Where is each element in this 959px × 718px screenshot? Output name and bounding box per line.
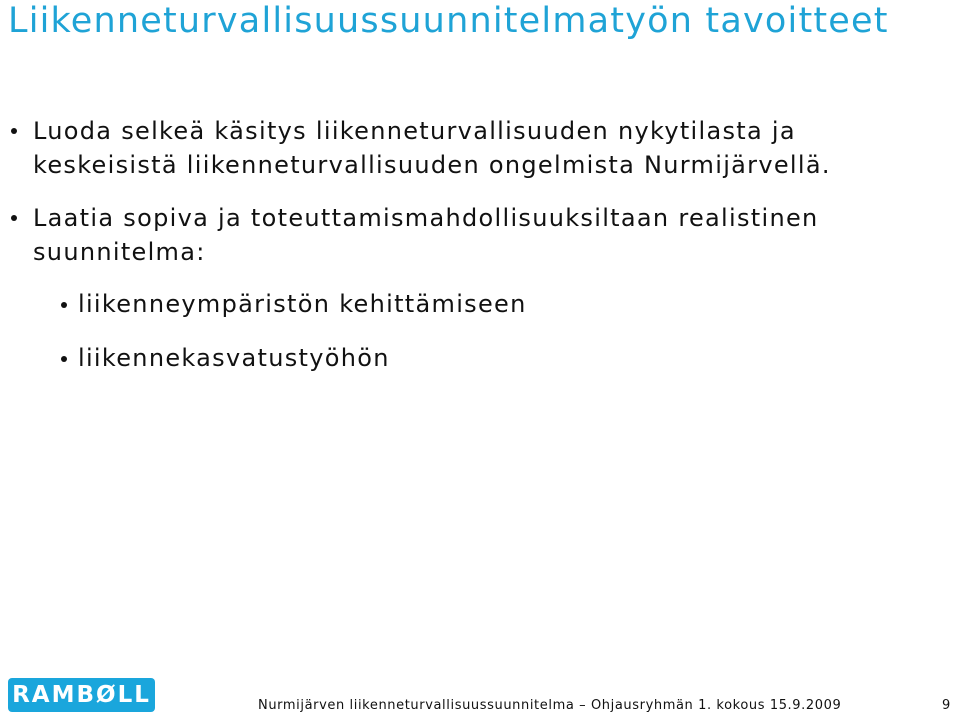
subbullet-text: liikenneympäristön kehittämiseen <box>78 290 527 318</box>
logo-text: RAMBØLL <box>12 682 151 708</box>
bullet-item <box>33 201 933 269</box>
bullet-icon <box>61 302 67 308</box>
bullet-item <box>33 114 933 182</box>
subbullet-text: liikennekasvatustyöhön <box>78 344 390 372</box>
bullet-text: Laatia sopiva ja toteuttamismahdollisuuksiltaan realistinen suunnitelma: <box>33 204 819 266</box>
bullet-icon <box>61 356 67 362</box>
page-number: 9 <box>942 698 951 713</box>
subbullet-item <box>78 287 878 321</box>
slide-title: Liikenneturvallisuussuunnitelmatyön tavoitteet <box>8 1 889 41</box>
bullet-text: Luoda selkeä käsitys liikenneturvallisuuden nykytilasta ja keskeisistä liikenneturvallisuuden ongelmista Nurmijärvellä. <box>33 117 831 179</box>
bullet-icon <box>11 215 17 221</box>
footer-text: Nurmijärven liikenneturvallisuussuunnitelma – Ohjausryhmän 1. kokous 15.9.2009 <box>258 698 842 713</box>
subbullet-item <box>78 341 878 375</box>
ramboll-logo <box>8 678 155 712</box>
bullet-icon <box>11 128 17 134</box>
